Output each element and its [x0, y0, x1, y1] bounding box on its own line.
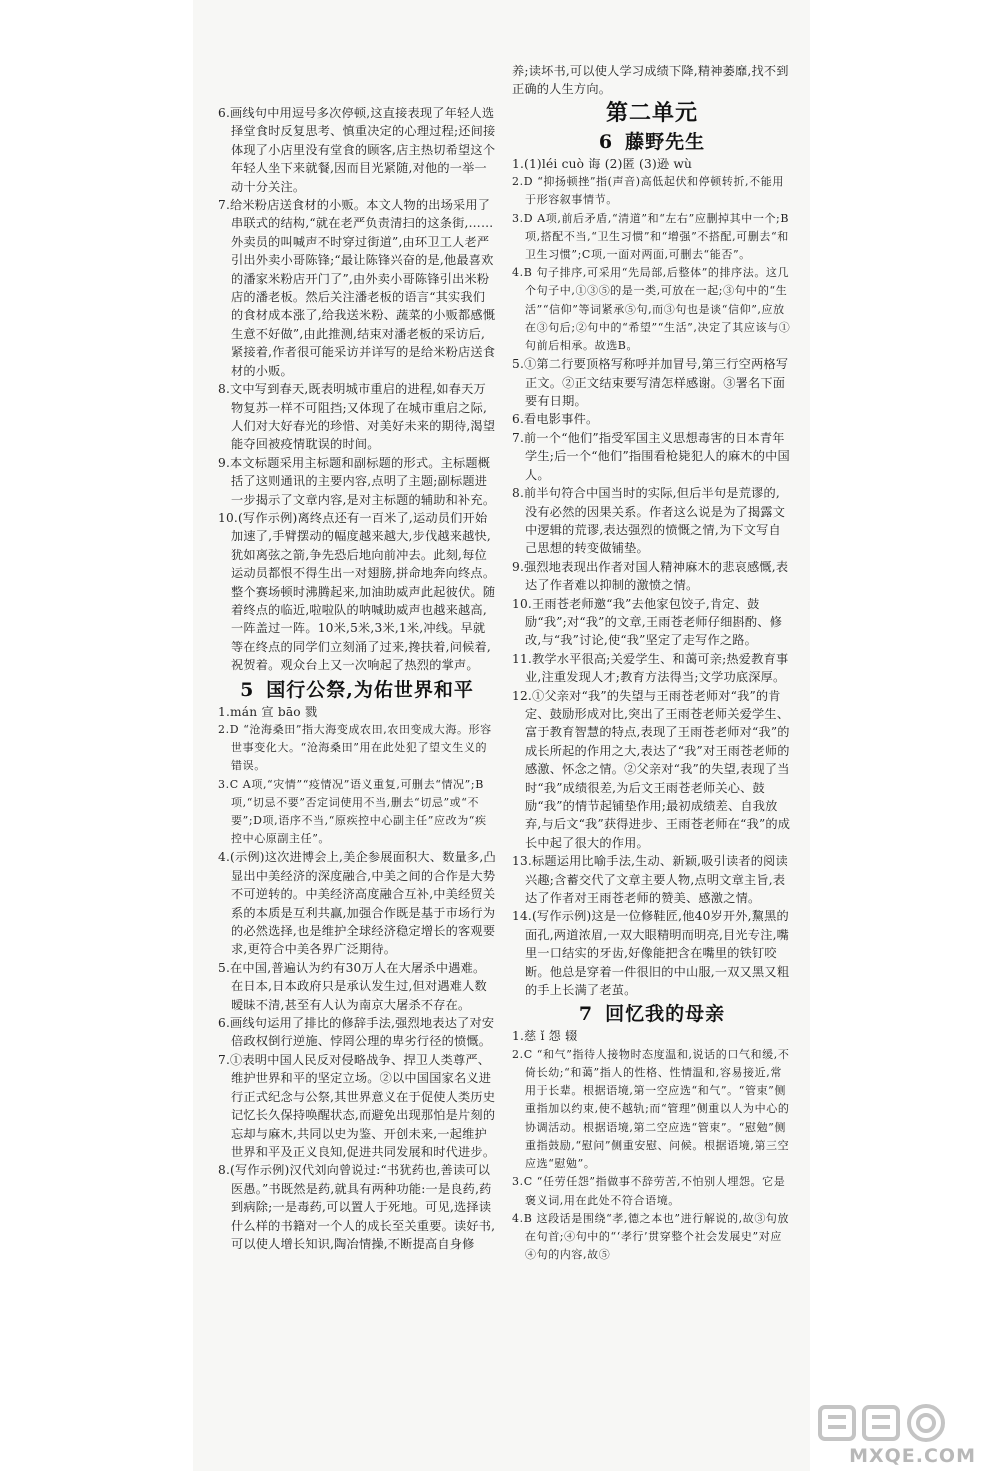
answer-item: 1.慈 ǐ 怨 辍	[512, 1029, 578, 1044]
watermark-url: MXQE.COM	[849, 1445, 976, 1467]
answer-item: 5.在中国,普遍认为约有30万人在大屠杀中遇难。在日本,日本政府只是承认发生过,但对遇难人数暧昧不清,甚至有人认为南京大屠杀不存在。	[218, 960, 487, 1012]
answer-item: 8.(写作示例)汉代刘向曾说过:“书犹药也,善读可以医愚。”书既然是药,就具有两种功能:一是良药,药到病除;一是毒药,可以置人于死地。可见,选择读什么样的书籍对一个人的成长至关重要。读好书,可以使人增长知识,陶冶情操,不断提高自身修	[218, 1163, 496, 1251]
answer-item: 8.前半句符合中国当时的实际,但后半句是荒谬的,没有必然的因果关系。作者这么说是为了揭露文中逻辑的荒谬,表达强烈的愤慨之情,为下文写自己思想的转变做铺垫。	[512, 486, 786, 556]
lesson-5-title	[218, 677, 496, 703]
answer-circle-logo-icon	[812, 1401, 982, 1445]
watermark	[812, 1401, 982, 1467]
answer-item: 1.mán 宣 bāo 戮	[218, 704, 318, 719]
answer-item: 5.①第二行要顶格写称呼并加冒号,第三行空两格写正文。②正文结束要写清怎样感谢。③署名下面要有日期。	[512, 357, 789, 409]
left-column	[218, 104, 496, 1253]
lesson-7-answer-list	[512, 1027, 792, 1264]
continuation-text: 养;读坏书,可以使人学习成绩下降,精神萎靡,找不到正确的人生方向。	[512, 64, 789, 97]
unit-title: 第二单元	[605, 100, 698, 126]
answer-item: 7.①表明中国人民反对侵略战争、捍卫人类尊严、维护世界和平的坚定立场。②以中国国家名义进行正式纪念与公祭,其世界意义在于促使人类历史记忆长久保持唤醒状态,而避免出现那怕是片刻的忘却与麻木,共同以史为鉴、开创未来,一起维护世界和平及正义良知,促进共同发展和时代进步。	[218, 1052, 496, 1159]
answer-item: 11.教学水平很高;关爱学生、和蔼可亲;热爱教育事业,注重发现人才;教育方法得当;文学功底深厚。	[512, 651, 789, 685]
answer-item: 1.(1)léi cuò 诲 (2)匿 (3)逊 wù	[512, 156, 693, 171]
lesson-7-title-text: 回忆我的母亲	[605, 1003, 726, 1026]
answer-item: 4.(示例)这次进博会上,美企参展面积大、数量多,凸显出中美经济的深度融合,中美之间的合作是大势不可逆转的。中美经济高度融合互补,中美经贸关系的本质是互利共赢,加强合作既是基于市场行为的必然选择,也是维护全球经济稳定增长的客观要求,更符合中美各界广泛期待。	[218, 850, 496, 957]
answer-item: 6.看电影事件。	[512, 412, 599, 427]
answer-item: 14.(写作示例)这是一位修鞋匠,他40岁开外,黧黑的面孔,两道浓眉,一双大眼精明而明亮,目光专注,嘴里一口结实的牙齿,好像能把含在嘴里的铁钉咬断。他总是穿着一件很旧的中山服,一双又黑又粗的手上长满了老茧。	[512, 909, 790, 998]
answer-item: 4.B 这段话是围绕“孝,德之本也”进行解说的,故③句放在句首;④句中的“‘孝行’贯穿整个社会发展史”对应④句的内容,故⑤	[512, 1211, 790, 1262]
lesson-5-title-text: 国行公祭,为佑世界和平	[266, 678, 474, 701]
lesson-6-title-text: 藤野先生	[625, 130, 706, 153]
answer-item: 9.本文标题采用主标题和副标题的形式。主标题概括了这则通讯的主要内容,点明了主题;副标题进一步揭示了文章内容,是对主标题的辅助和补充。	[218, 455, 496, 507]
right-column	[512, 62, 792, 1264]
answer-item: 10.(写作示例)离终点还有一百米了,运动员们开始加速了,手臂摆动的幅度越来越大,步伐越来越快,犹如离弦之箭,争先恐后地向前冲去。此刻,每位运动员都恨不得生出一对翅膀,拼命地奔向终点。整个赛场顿时沸腾起来,加油助威声此起彼伏。随着终点的临近,啦啦队的呐喊助威声也越来越高,一阵盖过一阵。10米,5米,3米,1米,冲线。早就等在终点的同学们立刻涌了过来,搀扶着,问候着,祝贺着。观众台上又一次响起了热烈的掌声。	[218, 510, 496, 673]
lesson-6-title	[512, 129, 792, 155]
answer-item: 4.B 句子排序,可采用“先局部,后整体”的排序法。这几个句子中,①③⑤的是一类,可放在一起;③句中的“生活”“信仰”等词紧承⑤句,而③句也是谈“信仰”,应放在③句后;②句中的“希望”“生活”,决定了其应该与①句前后相承。故选B。	[512, 266, 791, 353]
answer-item: 2.D “沧海桑田”指大海变成农田,农田变成大海。形容世事变化大。“沧海桑田”用在此处犯了望文生义的错误。	[218, 723, 492, 773]
lesson-6-number: 6	[598, 130, 614, 153]
answer-item: 12.①父亲对“我”的失望与王雨苍老师对“我”的肯定、鼓励形成对比,突出了王雨苍老师关爱学生、富于教育智慧的特点,表现了王雨苍老师对“我”的成长所起的作用之大,表达了“我”对王雨苍老师的感激、怀念之情。②父亲对“我”的失望,表现了当时“我”成绩很差,为后文王雨苍老师关心、鼓励“我”的情节起铺垫作用;最初成绩差、自我放弃,与后文“我”获得进步、王雨苍老师在“我”的成长中起了很大的作用。	[512, 688, 791, 850]
answer-item: 6.画线句中用逗号多次停顿,这直接表现了年轻人选择堂食时反复思考、慎重决定的心理过程;还间接体现了小店里没有堂食的顾客,店主热切希望这个年轻人坐下来就餐,因而目光紧随,对他的一举一动十分关注。	[218, 106, 496, 194]
left-answer-list	[218, 104, 496, 675]
answer-item: 3.C A项,“灾情”“疫情况”语义重复,可删去“情况”;B项,“切忌不要”否定词使用不当,删去“切忌”或“不要”;D项,语序不当,“原疾控中心副主任”应改为“疾控中心原副主任”。	[218, 777, 487, 846]
answer-item: 2.D “抑扬顿挫”指(声音)高低起伏和停顿转折,不能用于形容叙事情节。	[512, 175, 784, 207]
answer-item: 13.标题运用比喻手法,生动、新颖,吸引读者的阅读兴趣;含蓄交代了文章主要人物,点明文章主旨,表达了作者对王雨苍老师的赞美、感激之情。	[512, 854, 788, 906]
lesson-6-answer-list	[512, 155, 792, 1000]
answer-item: 10.王雨苍老师邀“我”去他家包饺子,肯定、鼓励“我”;对“我”的文章,王雨苍老师仔细斟酌、修改,与“我”讨论,使“我”坚定了走写作之路。	[512, 596, 783, 648]
lesson-5-answer-list	[218, 703, 496, 1254]
answer-item: 7.给米粉店送食材的小贩。本文人物的出场采用了串联式的结构,“就在老严负责清扫的这条街,……外卖员的叫喊声不时穿过街道”,由环卫工人老严引出外卖小哥陈锋;“最让陈锋兴奋的是,他最喜欢的潘家米粉店开门了”,由外卖小哥陈锋引出米粉店的潘老板。然后关注潘老板的语言“其实我们的食材成本涨了,给我送米粉、蔬菜的小贩都感慨生意不好做”,由此推测,结束对潘老板的采访后,紧接着,作者很可能采访并详写的是给米粉店送食材的小贩。	[218, 198, 496, 378]
answer-item: 2.C “和气”指待人接物时态度温和,说话的口气和缓,不倚长幼;“和蔼”指人的性格、性情温和,容易接近,常用于长辈。根据语境,第一空应选“和气”。“管束”侧重指加以约束,使不越轨;而“管理”侧重以人为中心的协调活动。根据语境,第二空应选“管束”。“慰勉”侧重指鼓励,“慰问”侧重安慰、问候。根据语境,第三空应选“慰勉”。	[512, 1047, 790, 1171]
answer-item: 7.前一个“他们”指受军国主义思想毒害的日本青年学生;后一个“他们”指围看枪毙犯人的麻木的中国人。	[512, 430, 790, 482]
lesson-5-number: 5	[240, 678, 255, 701]
answer-item: 9.强烈地表现出作者对国人精神麻木的悲哀感慨,表达了作者难以抑制的激愤之情。	[512, 559, 789, 593]
answer-item: 3.D A项,前后矛盾,“清道”和“左右”应删掉其中一个;B项,搭配不当,“卫生习惯”和“增强”不搭配,可删去“和卫生习惯”;C项,一面对两面,可删去“能否”。	[512, 211, 790, 262]
answer-item: 6.画线句运用了排比的修辞手法,强烈地表达了对安倍政权倒行逆施、悖罔公理的卑劣行径的愤慨。	[218, 1016, 495, 1049]
answer-item: 8.文中写到春天,既表明城市重启的进程,如春天万物复苏一样不可阻挡;又体现了在城市重启之际,人们对大好春光的珍惜、对美好未来的期待,渴望能夺回被疫情耽误的时间。	[218, 382, 496, 452]
lesson-7-title	[512, 1001, 792, 1027]
lesson-7-number: 7	[578, 1003, 594, 1026]
answer-item: 3.C “任劳任怨”指做事不辞劳苦,不怕别人埋怨。它是褒义词,用在此处不符合语境。	[512, 1175, 786, 1207]
